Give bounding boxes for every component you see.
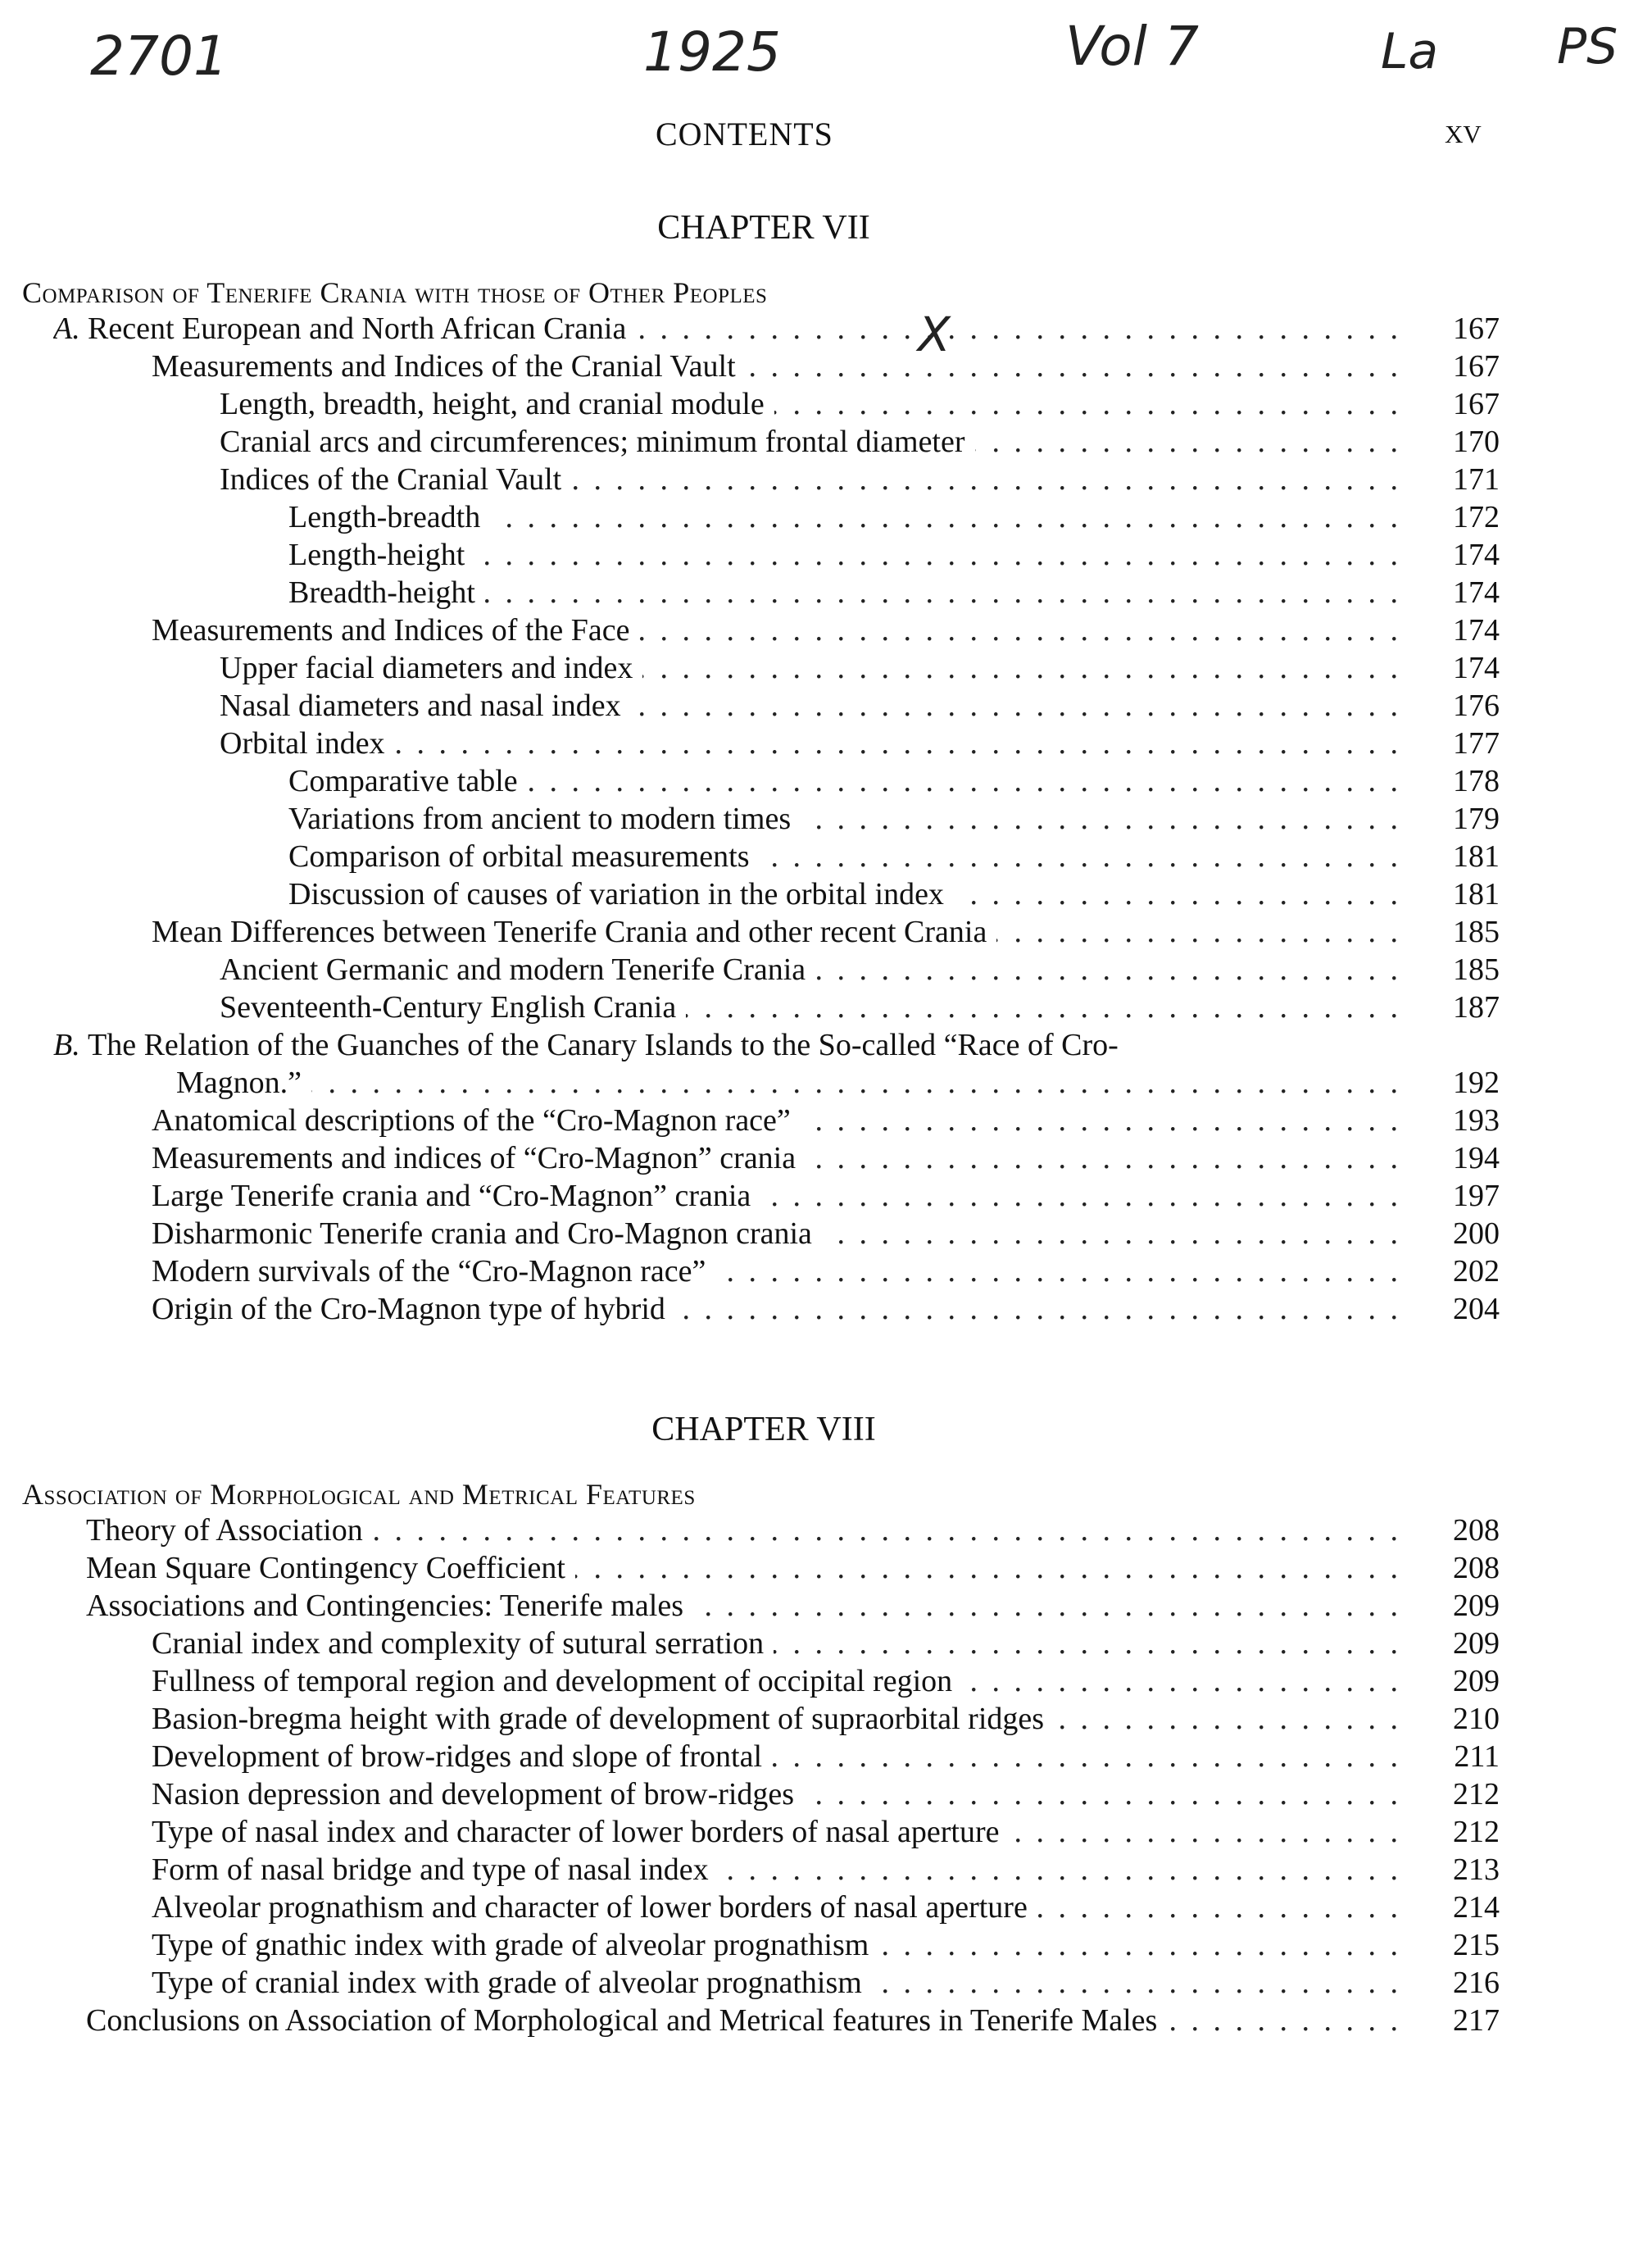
toc-entry-text: Modern survivals of the “Cro-Magnon race” [152, 1254, 715, 1289]
toc-entry [288, 800, 1500, 838]
toc-entry-text: Comparison of orbital measurements [288, 839, 760, 874]
toc-entry-text: Disharmonic Tenerife crania and Cro-Magnon crania [152, 1216, 822, 1251]
toc-entry-page: 214 [1453, 1890, 1500, 1925]
running-head-page-number: xv [1445, 111, 1482, 151]
toc-entry-text: Anatomical descriptions of the “Cro-Magnon race” [152, 1103, 801, 1138]
toc-entry [152, 1177, 1500, 1215]
toc-entry-page: 193 [1453, 1103, 1500, 1138]
toc-entry-page: 204 [1453, 1292, 1500, 1326]
toc-entry-text: Magnon.” [176, 1066, 311, 1100]
toc-entry-page: 210 [1453, 1702, 1500, 1736]
toc-entry [220, 461, 1500, 498]
margin-mark: X [918, 307, 951, 362]
toc-entry-page: 185 [1453, 915, 1500, 949]
toc-entry-text: Type of cranial index with grade of alveolar prognathism [152, 1966, 872, 2000]
toc-entry-text: Theory of Association [86, 1513, 373, 1548]
toc-entry [220, 725, 1500, 762]
toc-entry [152, 1625, 1500, 1662]
running-head-title: CONTENTS [656, 116, 833, 152]
toc-entry-page: 197 [1453, 1179, 1500, 1213]
toc-entry-text: Upper facial diameters and index [220, 651, 642, 685]
toc-entry-text: Large Tenerife crania and “Cro-Magnon” crania [152, 1179, 760, 1213]
toc-entry-page: 187 [1453, 990, 1500, 1025]
section-marker: B. [53, 1028, 80, 1062]
toc-entry-page: 171 [1453, 462, 1500, 497]
toc-entry [86, 1511, 1500, 1549]
toc-entry-text: Length-height [288, 538, 474, 572]
toc-entry-page: 215 [1453, 1928, 1500, 1962]
toc-entry-text: Fullness of temporal region and development of occipital region [152, 1664, 962, 1698]
toc-entry [152, 913, 1500, 951]
chapter-vii-title: Comparison of Tenerife Crania with those of Other Peoples [22, 276, 768, 309]
toc-entry [152, 1700, 1500, 1738]
toc-entry-text: Development of brow-ridges and slope of frontal [152, 1739, 772, 1774]
toc-entry-text: Seventeenth-Century English Crania [220, 990, 686, 1025]
toc-entry-page: 176 [1453, 689, 1500, 723]
toc-entry-page: 167 [1453, 387, 1500, 421]
toc-entry-page: 217 [1453, 2003, 1500, 2038]
toc-entry-text: Length, breadth, height, and cranial module [220, 387, 774, 421]
toc-entry-text: Measurements and indices of “Cro-Magnon” crania [152, 1141, 806, 1175]
toc-entry-page: 167 [1453, 349, 1500, 384]
toc-entry-text: Associations and Contingencies: Tenerife males [86, 1589, 693, 1623]
toc-entry [152, 1851, 1500, 1889]
toc-entry-text: Variations from ancient to modern times [288, 802, 801, 836]
toc-entry-page: 185 [1453, 952, 1500, 987]
toc-entry-page: 192 [1453, 1066, 1500, 1100]
toc-entry [152, 1252, 1500, 1290]
toc-entry-page: 209 [1453, 1664, 1500, 1698]
toc-entry-text: Comparative table [288, 764, 528, 798]
toc-entry-text: Length-breadth [288, 500, 490, 534]
toc-entry-page: 202 [1453, 1254, 1500, 1289]
toc-entry [53, 310, 1500, 348]
toc-entry [152, 1215, 1500, 1252]
handwritten-note-ps: PS [1557, 18, 1618, 75]
toc-entry-text: Nasion depression and development of brow-ridges [152, 1777, 804, 1811]
toc-entry [288, 498, 1500, 536]
toc-entry [220, 951, 1500, 989]
toc-entry-page: 167 [1453, 311, 1500, 346]
toc-entry [152, 1813, 1500, 1851]
toc-entry-page: 194 [1453, 1141, 1500, 1175]
toc-entry-text: Form of nasal bridge and type of nasal index [152, 1852, 719, 1887]
toc-entry [176, 1064, 1500, 1102]
toc-entry-page: 208 [1453, 1513, 1500, 1548]
toc-entry [288, 875, 1500, 913]
toc-entry-text: Alveolar prognathism and character of lower borders of nasal aperture [152, 1890, 1037, 1925]
toc-entry-text: Discussion of causes of variation in the orbital index [288, 877, 954, 911]
toc-entry-page: 170 [1453, 425, 1500, 459]
chapter-viii-heading: CHAPTER VIII [651, 1411, 876, 1448]
toc-entry [152, 1290, 1500, 1328]
toc-entry-page: 208 [1453, 1551, 1500, 1585]
toc-entry-page: 174 [1453, 613, 1500, 648]
chapter-viii-title: Association of Morphological and Metrical Features [22, 1478, 696, 1511]
toc-entry-text: Cranial index and complexity of sutural serration [152, 1626, 774, 1661]
toc-entry [152, 1662, 1500, 1700]
toc-entry-text: The Relation of the Guanches of the Canary Islands to the So-called “Race of Cro- [88, 1028, 1119, 1062]
toc-entry [86, 2002, 1500, 2039]
toc-entry-text: Basion-bregma height with grade of development of supraorbital ridges [152, 1702, 1054, 1736]
toc-entry-page: 174 [1453, 538, 1500, 572]
handwritten-note-number: 2701 [90, 25, 228, 88]
toc-entry-page: 216 [1453, 1966, 1500, 2000]
toc-entry [152, 1738, 1500, 1775]
toc-entry-text: Indices of the Cranial Vault [220, 462, 571, 497]
toc-entry-text: Recent European and North African Crania [88, 311, 627, 346]
toc-entry-page: 172 [1453, 500, 1500, 534]
section-marker: A. [53, 311, 80, 346]
toc-entry [220, 989, 1500, 1026]
toc-entry [152, 1964, 1500, 2002]
toc-entry-page: 181 [1453, 839, 1500, 874]
toc-entry-text: Origin of the Cro-Magnon type of hybrid [152, 1292, 675, 1326]
toc-entry [288, 536, 1500, 574]
toc-entry-page: 174 [1453, 651, 1500, 685]
toc-entry [152, 611, 1500, 649]
toc-entry-page: 179 [1453, 802, 1500, 836]
toc-entry-text: Measurements and Indices of the Face [152, 613, 640, 648]
toc-entry [288, 762, 1500, 800]
toc-entry [288, 838, 1500, 875]
toc-entry-page: 200 [1453, 1216, 1500, 1251]
toc-entry [220, 687, 1500, 725]
chapter-vii-heading: CHAPTER VII [657, 209, 870, 247]
toc-entry [53, 1026, 1500, 1064]
toc-entry-text: Type of gnathic index with grade of alveolar prognathism [152, 1928, 878, 1962]
toc-entry-text: Ancient Germanic and modern Tenerife Crania [220, 952, 815, 987]
toc-entry [220, 385, 1500, 423]
toc-entry-page: 213 [1453, 1852, 1500, 1887]
toc-entry-page: 177 [1453, 726, 1500, 761]
toc-entry-text: Conclusions on Association of Morphological and Metrical features in Tenerife Males [86, 2003, 1167, 2038]
toc-entry-text: Mean Differences between Tenerife Crania and other recent Crania [152, 915, 996, 949]
toc-entry-page: 174 [1453, 575, 1500, 610]
toc-entry-text: Cranial arcs and circumferences; minimum frontal diameter [220, 425, 975, 459]
toc-entry [288, 574, 1500, 611]
toc-entry-text: Breadth-height [288, 575, 485, 610]
toc-entry [152, 1775, 1500, 1813]
toc-entry [86, 1587, 1500, 1625]
toc-entry-text: Type of nasal index and character of lower borders of nasal aperture [152, 1815, 1009, 1849]
handwritten-note-volume: Vol 7 [1065, 15, 1199, 78]
toc-entry-page: 209 [1453, 1589, 1500, 1623]
toc-entry-page: 181 [1453, 877, 1500, 911]
handwritten-note-la: La [1381, 23, 1439, 80]
toc-entry-text: Measurements and Indices of the Cranial Vault [152, 349, 746, 384]
toc-entry-text: Orbital index [220, 726, 395, 761]
toc-entry-page: 209 [1453, 1626, 1500, 1661]
toc-entry-page: 212 [1453, 1777, 1500, 1811]
toc-entry [220, 423, 1500, 461]
toc-entry [152, 1139, 1500, 1177]
toc-entry [86, 1549, 1500, 1587]
toc-entry-text: Mean Square Contingency Coefficient [86, 1551, 575, 1585]
toc-entry-page: 211 [1454, 1739, 1500, 1774]
toc-entry [152, 348, 1500, 385]
toc-entry [152, 1889, 1500, 1926]
toc-entry-page: 212 [1453, 1815, 1500, 1849]
toc-entry-text: Nasal diameters and nasal index [220, 689, 631, 723]
toc-entry [220, 649, 1500, 687]
toc-entry-page: 178 [1453, 764, 1500, 798]
handwritten-note-year: 1925 [643, 20, 781, 84]
toc-entry [152, 1926, 1500, 1964]
toc-entry [152, 1102, 1500, 1139]
